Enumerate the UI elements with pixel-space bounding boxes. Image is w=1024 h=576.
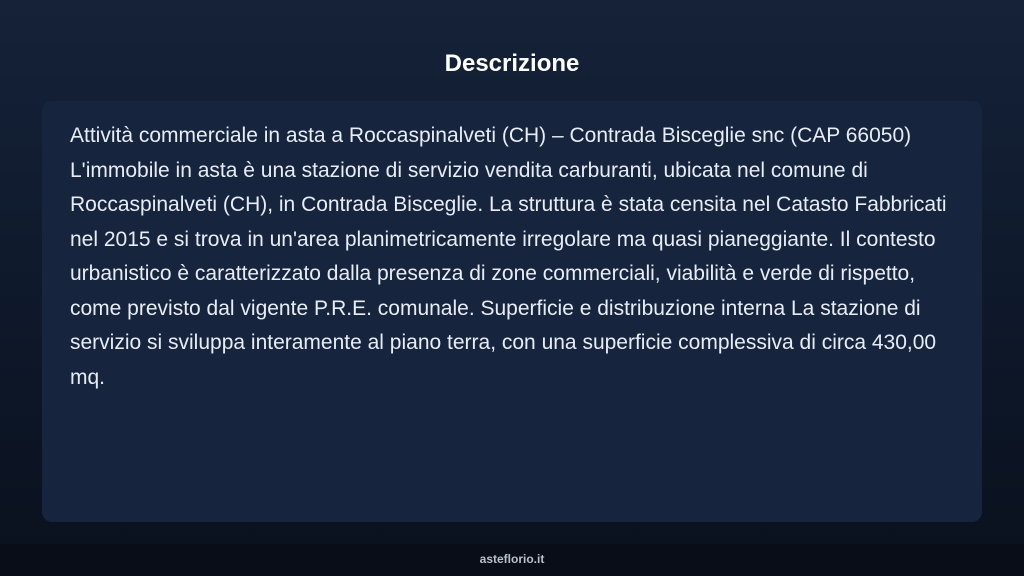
page-title: Descrizione (444, 50, 580, 77)
description-card (42, 101, 982, 522)
description-text: Attività commerciale in asta a Roccaspinalveti (CH) – Contrada Bisceglie snc (CAP 66050) L'immobile in asta è una stazione di servizio vendita carburanti, ubicata nel comune di Roccaspinalveti (CH), in Contrada Bisceglie. La struttura è stata censita nel Catasto Fabbricati nel 2015 e si trova in un'area planimetricamente irregolare ma quasi pianeggiante. Il contesto urbanistico è caratterizzato dalla presenza di zone commerciali, viabilità e verde di rispetto, come previsto dal vigente P.R.E. comunale. Superficie e distribuzione interna La stazione di servizio si sviluppa interamente al piano terra, con una superficie complessiva di circa 430,00 mq. (70, 124, 947, 389)
footer-site-label: asteflorio.it (479, 552, 545, 566)
